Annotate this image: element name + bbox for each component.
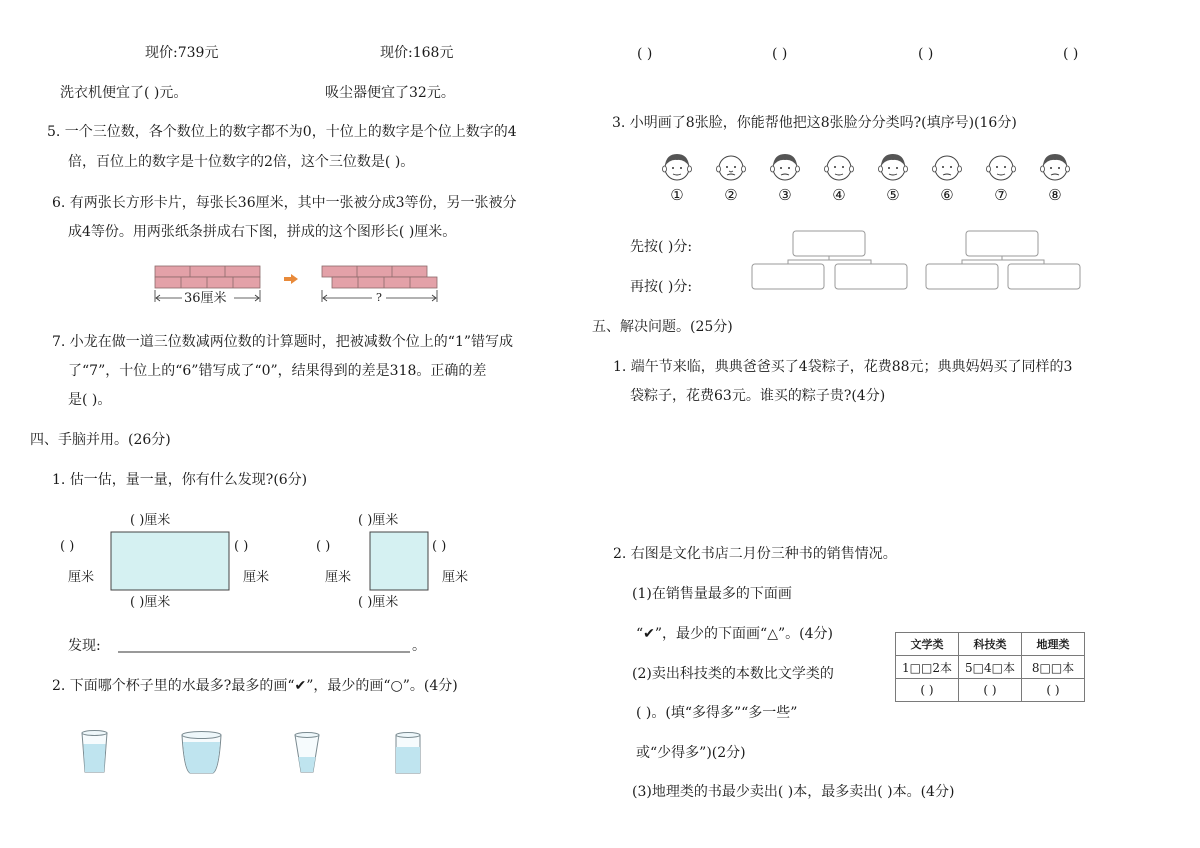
q52-sub3: (3)地理类的书最少卖出( )本，最多卖出( )本。(4分): [632, 784, 955, 800]
cheaper-2: 吸尘器便宜了32元。: [325, 85, 455, 101]
square-right-paren: ( ): [432, 539, 447, 554]
tree-box-left-a: [752, 264, 824, 289]
tree-box-right-a: [926, 264, 998, 289]
arrow-icon: [284, 274, 298, 284]
face-1: [657, 150, 697, 204]
face-3: [765, 150, 805, 204]
face-4: [819, 150, 859, 204]
measure-rectangle: [111, 532, 229, 590]
measure-square: [370, 532, 428, 590]
rect-top-blank: ( )厘米: [130, 513, 171, 528]
table-cell: 1□□2本: [896, 656, 959, 679]
table-header-row: [896, 633, 1085, 656]
discover-end: 。: [412, 638, 426, 654]
bald-face-icon: [930, 150, 964, 182]
cup-2-icon: [182, 732, 221, 774]
then-by-label: 再按( )分:: [630, 279, 693, 295]
face-with-hair-icon: [660, 150, 694, 182]
table-header: 科技类: [959, 633, 1022, 656]
face-with-hair-icon: [876, 150, 910, 182]
q52-sub2-a: (2)卖出科技类的本数比文学类的: [632, 666, 834, 682]
square-top-blank: ( )厘米: [358, 513, 399, 528]
table-cell-blank: ( ): [896, 679, 959, 702]
rect-left-paren: ( ): [60, 539, 75, 554]
tree-box-left-top: [793, 231, 865, 256]
table-cell: 5□4□本: [959, 656, 1022, 679]
top-paren-3: ( ): [918, 46, 934, 62]
face-number: ④: [832, 186, 846, 204]
faces-row: [655, 150, 1085, 216]
face-8: [1035, 150, 1075, 204]
cup-3-icon: [295, 733, 319, 773]
bald-face-icon: [984, 150, 1018, 182]
table-header: 文学类: [896, 633, 959, 656]
q7-line1: 7. 小龙在做一道三位数减两位数的计算题时，把被减数个位上的“1”错写成: [52, 334, 514, 350]
tree-box-right-top: [966, 231, 1038, 256]
table-header: 地理类: [1022, 633, 1085, 656]
q6-line2: 成4等份。用两张纸条拼成右下图，拼成的这个图形长( )厘米。: [68, 224, 457, 240]
discover-label: 发现:: [68, 638, 101, 654]
face-number: ②: [724, 186, 738, 204]
square-left-unit: 厘米: [325, 570, 352, 585]
top-paren-4: ( ): [1063, 46, 1079, 62]
rect-bottom-blank: ( )厘米: [130, 595, 171, 610]
face-2: [711, 150, 751, 204]
face-number: ①: [670, 186, 684, 204]
rect-left-unit: 厘米: [68, 570, 95, 585]
face-with-hair-icon: [768, 150, 802, 182]
first-by-label: 先按( )分:: [630, 239, 693, 255]
price-2: 现价:168元: [380, 45, 454, 61]
face-5: [873, 150, 913, 204]
face-number: ⑥: [940, 186, 954, 204]
tree-box-left-b: [835, 264, 907, 289]
section5-title: 五、解决问题。(25分): [592, 319, 733, 335]
bald-face-icon: [822, 150, 856, 182]
q52-sub1-a: (1)在销售量最多的下面画: [632, 586, 792, 602]
q6-line1: 6. 有两张长方形卡片，每张长36厘米，其中一张被分成3等份，另一张被分: [52, 195, 517, 211]
q51-line2: 袋粽子，花费63元。谁买的粽子贵?(4分): [630, 388, 886, 404]
rect-right-unit: 厘米: [243, 570, 270, 585]
q52-sub2-b: ( )。(填“多得多”“多一些”: [636, 705, 798, 721]
tree-box-right-b: [1008, 264, 1080, 289]
q6-label-question: ?: [376, 291, 382, 304]
bald-face-icon: [714, 150, 748, 182]
q5-line1: 5. 一个三位数，各个数位上的数字都不为0，十位上的数字是个位上数字的4: [47, 124, 517, 140]
face-number: ⑧: [1048, 186, 1062, 204]
sales-table: [895, 632, 1085, 702]
q52-title: 2. 右图是文化书店二月份三种书的销售情况。: [613, 546, 897, 562]
q5-line2: 倍，百位上的数字是十位数字的2倍，这个三位数是( )。: [68, 154, 415, 170]
face-number: ⑤: [886, 186, 900, 204]
top-paren-2: ( ): [772, 46, 788, 62]
face-7: [981, 150, 1021, 204]
table-cell-blank: ( ): [959, 679, 1022, 702]
right-strips: [322, 266, 437, 288]
q42-title: 2. 下面哪个杯子里的水最多?最多的画“✔”，最少的画“○”。(4分): [52, 678, 458, 694]
square-right-unit: 厘米: [442, 570, 469, 585]
q7-line2: 了“7”，十位上的“6”错写成了“0”，结果得到的差是318。正确的差: [68, 363, 487, 379]
top-paren-1: ( ): [637, 46, 653, 62]
rect-right-paren: ( ): [234, 539, 249, 554]
table-cell-blank: ( ): [1022, 679, 1085, 702]
face-with-hair-icon: [1038, 150, 1072, 182]
square-bottom-blank: ( )厘米: [358, 595, 399, 610]
face-number: ③: [778, 186, 792, 204]
q6-label-36cm: 36厘米: [184, 291, 227, 306]
price-1: 现价:739元: [145, 45, 219, 61]
table-row: [896, 656, 1085, 679]
face-number: ⑦: [994, 186, 1008, 204]
cup-4-icon: [396, 733, 420, 774]
cheaper-1: 洗衣机便宜了( )元。: [60, 85, 188, 101]
q52-sub2-c: 或“少得多”)(2分): [636, 745, 746, 761]
square-left-paren: ( ): [316, 539, 331, 554]
section4-title: 四、手脑并用。(26分): [30, 432, 171, 448]
left-strips: [155, 266, 260, 288]
q41-title: 1. 估一估，量一量，你有什么发现?(6分): [52, 472, 308, 488]
q3-title: 3. 小明画了8张脸，你能帮他把这8张脸分分类吗?(填序号)(16分): [612, 115, 1017, 131]
table-row: [896, 679, 1085, 702]
q52-sub1-b: “✔”，最少的下面画“△”。(4分): [636, 626, 833, 642]
face-6: [927, 150, 967, 204]
table-cell: 8□□本: [1022, 656, 1085, 679]
cup-1-icon: [82, 731, 107, 773]
q51-line1: 1. 端午节来临，典典爸爸买了4袋粽子，花费88元；典典妈妈买了同样的3: [613, 359, 1073, 375]
q7-line3: 是( )。: [68, 392, 112, 408]
